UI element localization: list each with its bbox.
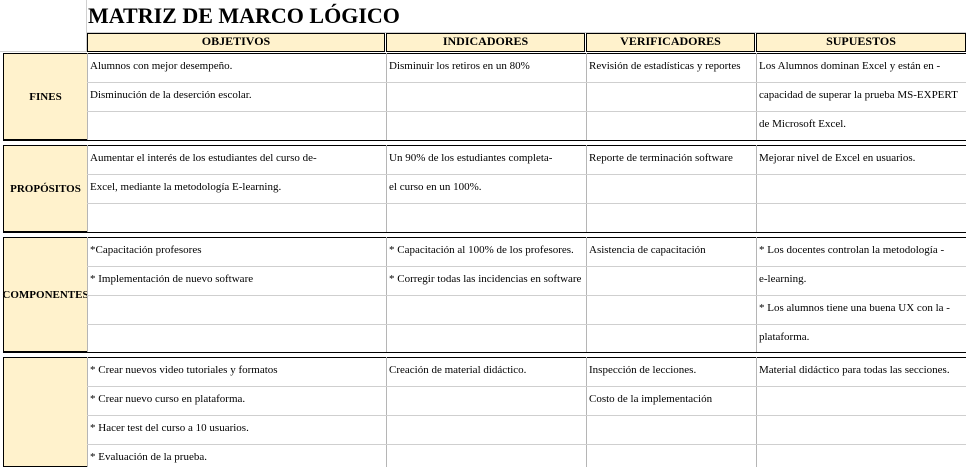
table-cell[interactable]: * Hacer test del curso a 10 usuarios. (90, 422, 249, 434)
table-cell[interactable]: Disminuir los retiros en un 80% (389, 60, 530, 72)
header-verificadores[interactable]: VERIFICADORES (586, 33, 755, 52)
table-cell[interactable]: * Corregir todas las incidencias en software (389, 273, 582, 285)
table-cell[interactable]: * Capacitación al 100% de los profesores. (389, 244, 574, 256)
table-cell[interactable]: Un 90% de los estudiantes completa- (389, 152, 553, 164)
table-cell[interactable]: Los Alumnos dominan Excel y están en - (759, 60, 941, 72)
table-cell[interactable]: capacidad de superar la prueba MS-EXPERT (759, 89, 958, 101)
header-indicadores[interactable]: INDICADORES (386, 33, 585, 52)
row-gridline (87, 415, 966, 416)
section-border (3, 140, 966, 141)
table-cell[interactable]: Disminución de la deserción escolar. (90, 89, 252, 101)
section-label[interactable]: PROPÓSITOS (3, 145, 87, 232)
table-cell[interactable]: * Los alumnos tiene una buena UX con la - (759, 302, 950, 314)
row-gridline (87, 324, 966, 325)
table-cell[interactable]: *Capacitación profesores (90, 244, 202, 256)
table-cell[interactable]: el curso en un 100%. (389, 181, 482, 193)
section-label[interactable]: COMPONENTES (3, 237, 87, 352)
row-gridline (87, 386, 966, 387)
row-gridline (87, 111, 966, 112)
section-label[interactable] (3, 357, 87, 467)
table-cell[interactable]: de Microsoft Excel. (759, 118, 847, 130)
row-gridline (87, 174, 966, 175)
section-border (87, 357, 966, 358)
table-cell[interactable]: * Crear nuevos video tutoriales y formatos (90, 364, 278, 376)
header-gridline (86, 32, 966, 33)
row-gridline (87, 82, 966, 83)
table-cell[interactable]: Revisión de estadísticas y reportes (589, 60, 741, 72)
table-cell[interactable]: Excel, mediante la metodología E-learning. (90, 181, 282, 193)
table-cell[interactable]: * Evaluación de la prueba. (90, 451, 207, 463)
table-cell[interactable]: Costo de la implementación (589, 393, 713, 405)
section-border (3, 352, 966, 353)
table-cell[interactable]: * Implementación de nuevo software (90, 273, 254, 285)
table-cell[interactable]: Alumnos con mejor desempeño. (90, 60, 233, 72)
table-cell[interactable]: Creación de material didáctico. (389, 364, 527, 376)
row-gridline (87, 203, 966, 204)
table-cell[interactable]: Asistencia de capacitación (589, 244, 706, 256)
table-cell[interactable]: Material didáctico para todas las secciones. (759, 364, 950, 376)
table-cell[interactable]: Reporte de terminación software (589, 152, 733, 164)
table-cell[interactable]: plataforma. (759, 331, 810, 343)
corner-gridline (0, 51, 86, 52)
table-cell[interactable]: * Los docentes controlan la metodología - (759, 244, 945, 256)
section-border (87, 145, 966, 146)
table-cell[interactable]: e-learning. (759, 273, 807, 285)
header-objetivos[interactable]: OBJETIVOS (87, 33, 385, 52)
page-title: MATRIZ DE MARCO LÓGICO (88, 3, 400, 28)
table-cell[interactable]: Aumentar el interés de los estudiantes del curso de- (90, 152, 317, 164)
row-gridline (87, 266, 966, 267)
row-gridline (87, 444, 966, 445)
table-cell[interactable]: Inspección de lecciones. (589, 364, 697, 376)
table-cell[interactable]: * Crear nuevo curso en plataforma. (90, 393, 246, 405)
section-border (87, 237, 966, 238)
table-cell[interactable]: Mejorar nivel de Excel en usuarios. (759, 152, 916, 164)
header-supuestos[interactable]: SUPUESTOS (756, 33, 966, 52)
section-border (87, 53, 966, 54)
section-label[interactable]: FINES (3, 53, 87, 140)
row-gridline (87, 295, 966, 296)
section-border (3, 232, 966, 233)
